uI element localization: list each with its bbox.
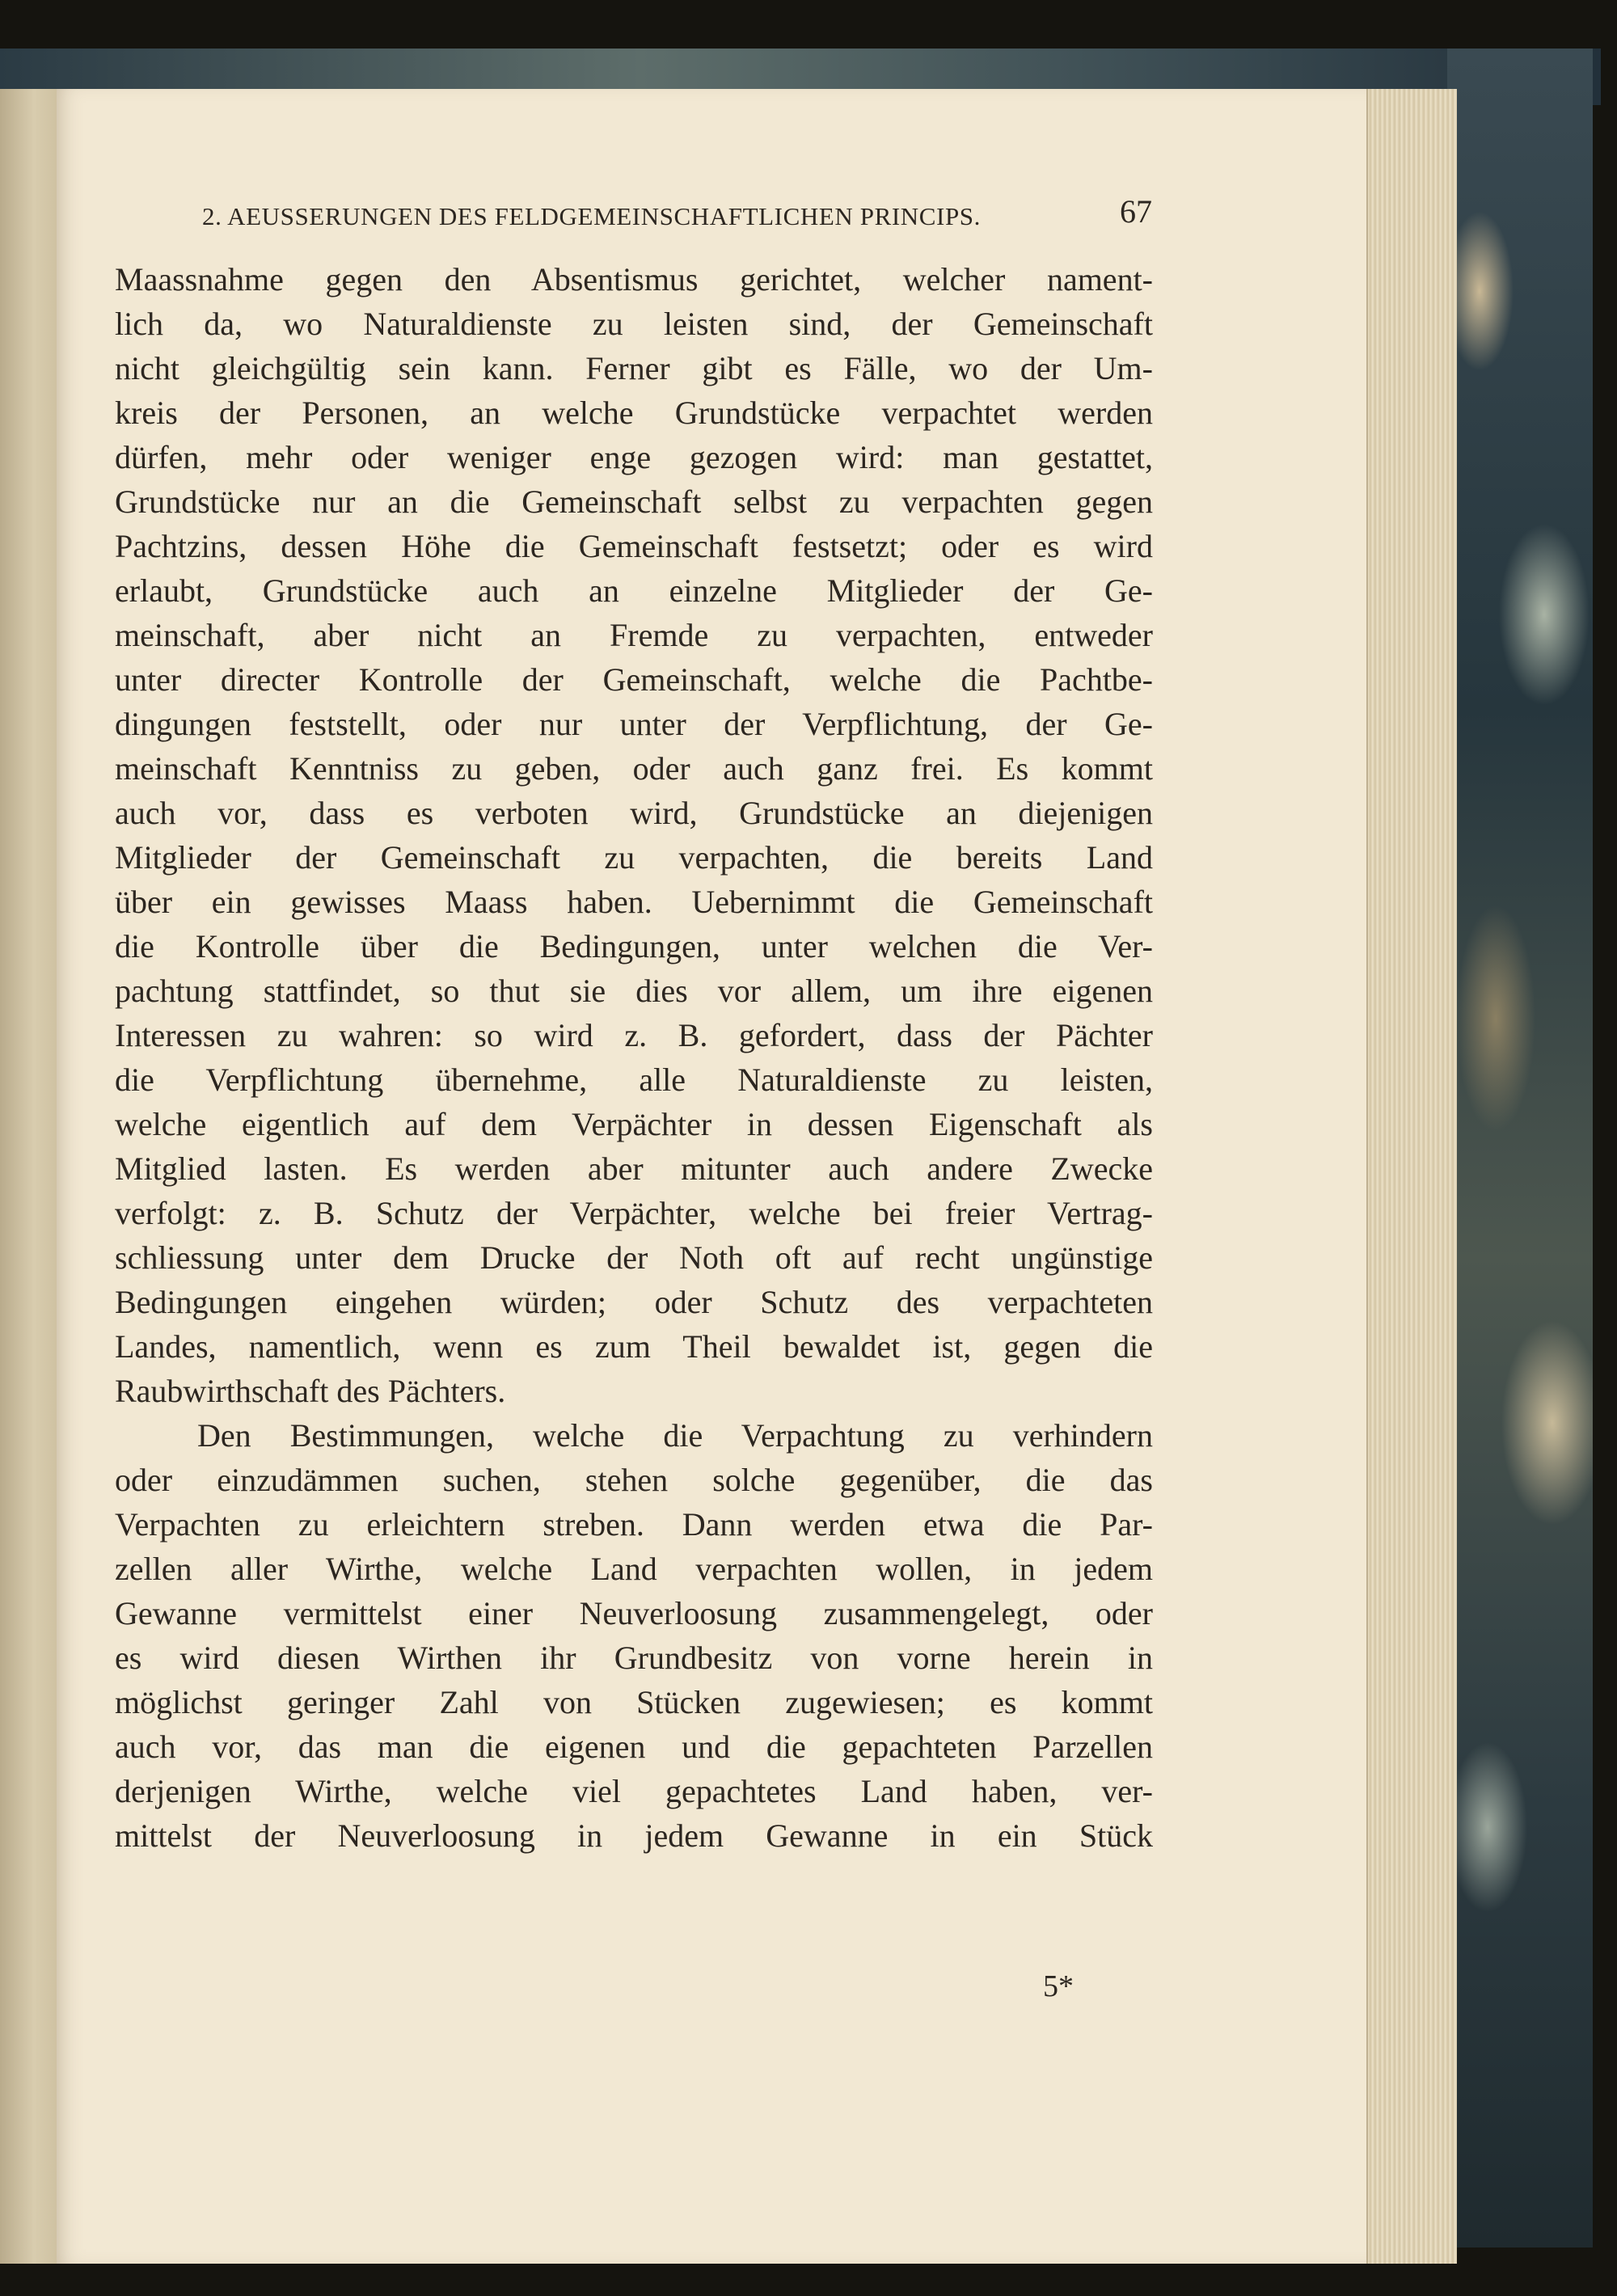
- text-line: oder einzudämmen suchen, stehen solche gegenüber, die das: [115, 1462, 1153, 1498]
- left-page-edge: [0, 89, 57, 2264]
- text-line: Interessen zu wahren: so wird z. B. gefordert, dass der Pächter: [115, 1017, 1153, 1053]
- text-line: schliessung unter dem Drucke der Noth oft auf recht ungünstige: [115, 1239, 1153, 1276]
- text-line: dingungen feststellt, oder nur unter der Verpflichtung, der Ge-: [115, 706, 1153, 742]
- page-number: 67: [1120, 193, 1152, 230]
- text-line: Gewanne vermittelst einer Neuverloosung zusammengelegt, oder: [115, 1595, 1153, 1631]
- text-line: derjenigen Wirthe, welche viel gepachtetes Land haben, ver-: [115, 1773, 1153, 1809]
- text-line: kreis der Personen, an welche Grundstücke verpachtet werden: [115, 395, 1153, 431]
- text-line: es wird diesen Wirthen ihr Grundbesitz von vorne herein in: [115, 1640, 1153, 1676]
- text-line: auch vor, dass es verboten wird, Grundstücke an diejenigen: [115, 795, 1153, 831]
- text-line: mittelst der Neuverloosung in jedem Gewanne in ein Stück: [115, 1817, 1153, 1854]
- text-line: Maassnahme gegen den Absentismus gerichtet, welcher nament-: [115, 261, 1153, 298]
- text-line: erlaubt, Grundstücke auch an einzelne Mitglieder der Ge-: [115, 572, 1153, 609]
- paragraph-start-line: Den Bestimmungen, welche die Verpachtung zu verhindern: [197, 1417, 1153, 1454]
- text-line: meinschaft, aber nicht an Fremde zu verpachten, entweder: [115, 617, 1153, 653]
- text-line: die Kontrolle über die Bedingungen, unter welchen die Ver-: [115, 928, 1153, 964]
- text-line: zellen aller Wirthe, welche Land verpachten wollen, in jedem: [115, 1551, 1153, 1587]
- text-line: dürfen, mehr oder weniger enge gezogen wird: man gestattet,: [115, 439, 1153, 475]
- page-block-edges: [1366, 89, 1457, 2264]
- text-line: unter directer Kontrolle der Gemeinschaft, welche die Pachtbe-: [115, 661, 1153, 698]
- signature-mark: 5*: [1043, 1969, 1074, 2003]
- text-line: auch vor, das man die eigenen und die gepachteten Parzellen: [115, 1728, 1153, 1765]
- text-line: Mitglieder der Gemeinschaft zu verpachten, die bereits Land: [115, 839, 1153, 876]
- running-head-title: 2. AEUSSERUNGEN DES FELDGEMEINSCHAFTLICHEN PRINCIPS.: [202, 202, 982, 230]
- marbled-cover: [1447, 49, 1593, 2247]
- text-line: über ein gewisses Maass haben. Uebernimmt die Gemeinschaft: [115, 884, 1153, 920]
- text-line: meinschaft Kenntniss zu geben, oder auch ganz frei. Es kommt: [115, 750, 1153, 787]
- text-line: Grundstücke nur an die Gemeinschaft selbst zu verpachten gegen: [115, 483, 1153, 520]
- text-line: möglichst geringer Zahl von Stücken zugewiesen; es kommt: [115, 1684, 1153, 1720]
- running-head: [202, 188, 1152, 236]
- text-line: nicht gleichgültig sein kann. Ferner gibt es Fälle, wo der Um-: [115, 350, 1153, 386]
- text-line: Bedingungen eingehen würden; oder Schutz des verpachteten: [115, 1284, 1153, 1320]
- text-line: Landes, namentlich, wenn es zum Theil bewaldet ist, gegen die: [115, 1328, 1153, 1365]
- text-line: lich da, wo Naturaldienste zu leisten sind, der Gemeinschaft: [115, 306, 1153, 342]
- body-text: [115, 257, 1153, 1858]
- text-line: Mitglied lasten. Es werden aber mitunter auch andere Zwecke: [115, 1150, 1153, 1187]
- text-line: welche eigentlich auf dem Verpächter in dessen Eigenschaft als: [115, 1106, 1153, 1142]
- text-line: Verpachten zu erleichtern streben. Dann werden etwa die Par-: [115, 1506, 1153, 1543]
- text-line: die Verpflichtung übernehme, alle Naturaldienste zu leisten,: [115, 1061, 1153, 1098]
- paragraph-end-line: Raubwirthschaft des Pächters.: [115, 1373, 506, 1409]
- text-line: verfolgt: z. B. Schutz der Verpächter, welche bei freier Vertrag-: [115, 1195, 1153, 1231]
- text-line: pachtung stattfindet, so thut sie dies vor allem, um ihre eigenen: [115, 973, 1153, 1009]
- text-line: Pachtzins, dessen Höhe die Gemeinschaft festsetzt; oder es wird: [115, 528, 1153, 564]
